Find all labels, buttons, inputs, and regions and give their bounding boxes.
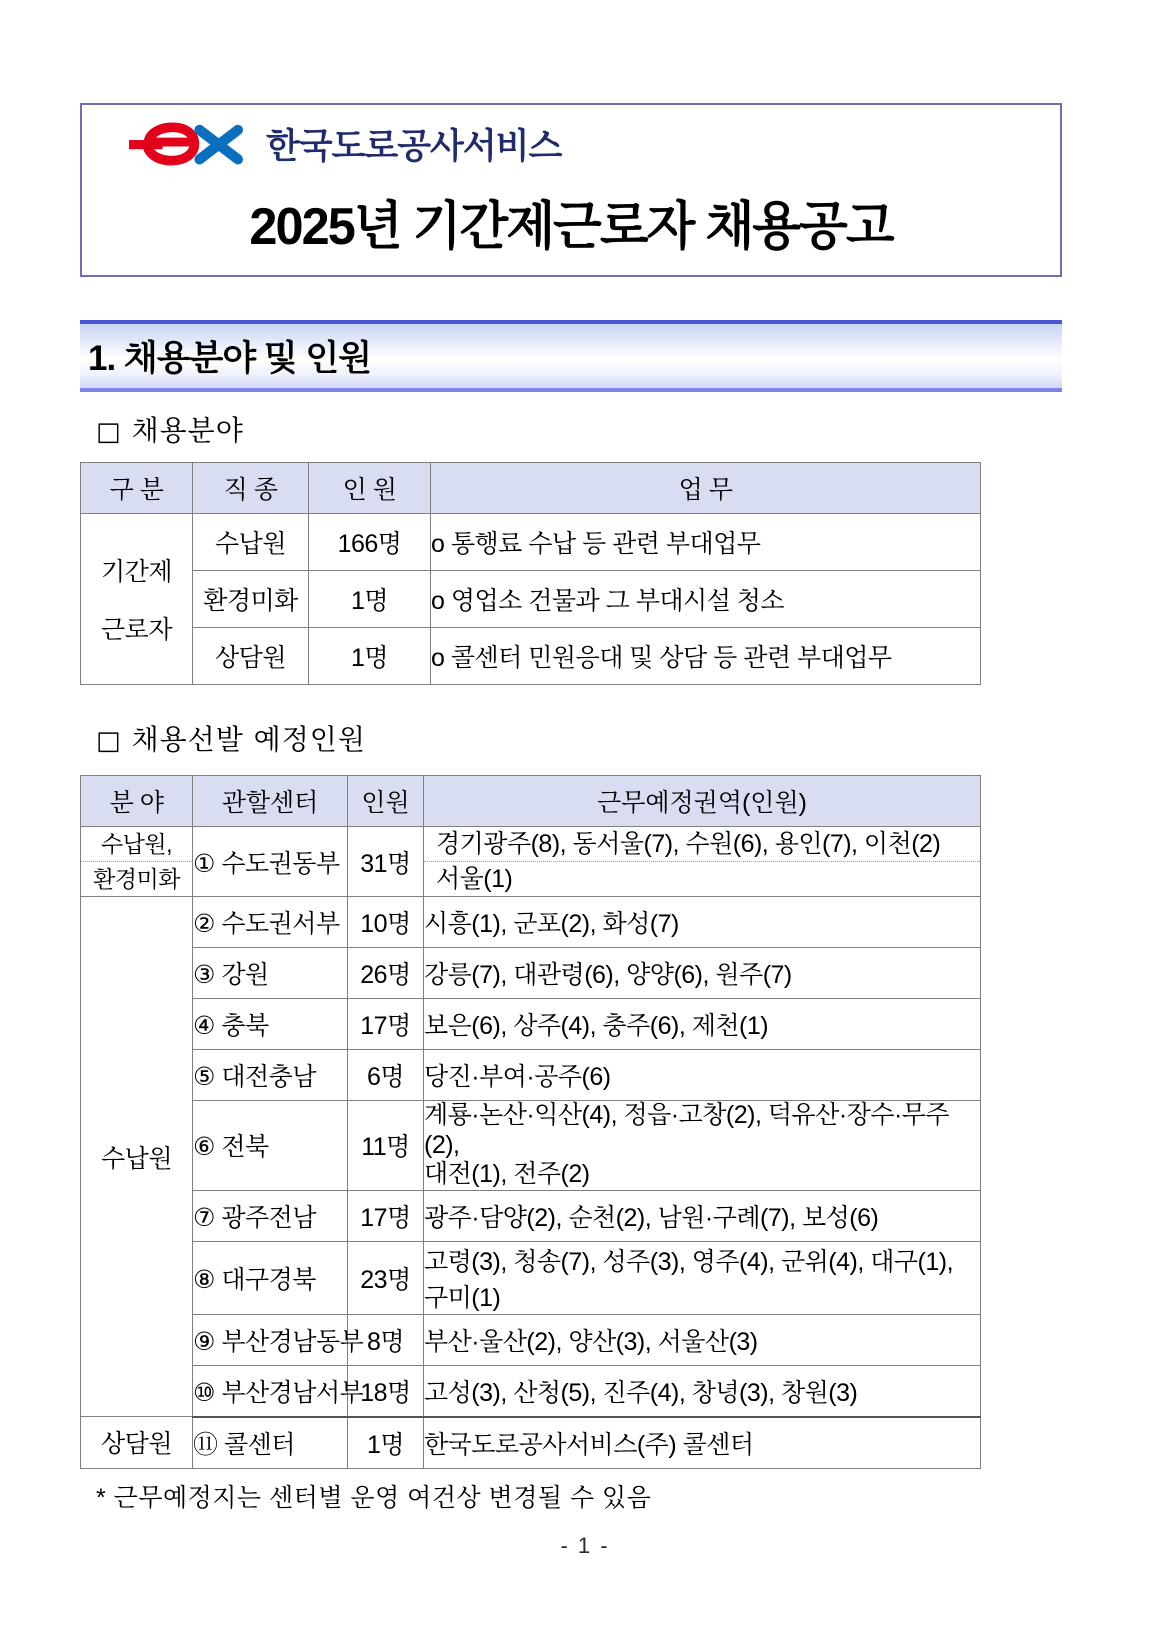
- center-name: ④ 충북: [193, 999, 348, 1050]
- center-count: 23명: [348, 1241, 424, 1314]
- region-list: [424, 1101, 981, 1191]
- col-header-region: 근무예정권역(인원): [424, 776, 981, 827]
- table-row: [81, 1101, 981, 1191]
- document-title: 2025년 기간제근로자 채용공고: [249, 198, 893, 256]
- center-count: 31명: [348, 827, 424, 897]
- region-line: 서울(1): [436, 865, 513, 893]
- area-label-top: 수납원,: [81, 827, 192, 862]
- table-row: [81, 1365, 981, 1417]
- table-row: [81, 1050, 981, 1101]
- job-count: 1명: [309, 628, 431, 685]
- job-name: 수납원: [193, 514, 309, 571]
- job-count: 1명: [309, 571, 431, 628]
- region-line: 경기광주(8), 동서울(7), 수원(6), 용인(7), 이천(2): [424, 827, 980, 862]
- job-duty: o 콜센터 민원응대 및 상담 등 관련 부대업무: [431, 628, 981, 685]
- checkbox-glyph-icon: □: [96, 417, 122, 447]
- subheading-fields-label: 채용분야: [131, 414, 244, 447]
- region-list: 고령(3), 청송(7), 성주(3), 영주(4), 군위(4), 대구(1), 구미(1): [424, 1241, 981, 1314]
- center-name: ⑧ 대구경북: [193, 1241, 348, 1314]
- table-row: [81, 1241, 981, 1314]
- center-count: 18명: [348, 1365, 424, 1417]
- table-row: [81, 628, 981, 685]
- center-count: 26명: [348, 948, 424, 999]
- center-name: ③ 강원: [193, 948, 348, 999]
- table-row: [81, 999, 981, 1050]
- center-count: 6명: [348, 1050, 424, 1101]
- region-list: 강릉(7), 대관령(6), 양양(6), 원주(7): [424, 948, 981, 999]
- job-count: 166명: [309, 514, 431, 571]
- area-split-cell: [81, 827, 193, 897]
- ex-logo-icon: [124, 120, 252, 168]
- table-row: [81, 1417, 981, 1469]
- table-row: [81, 514, 981, 571]
- job-name: 환경미화: [193, 571, 309, 628]
- table-header-row: [81, 463, 981, 514]
- checkbox-glyph-icon: □: [96, 726, 122, 756]
- table-row: [81, 948, 981, 999]
- table-header-row: [81, 776, 981, 827]
- region-list: 부산·울산(2), 양산(3), 서울산(3): [424, 1314, 981, 1365]
- region-list: 고성(3), 산청(5), 진주(4), 창녕(3), 창원(3): [424, 1365, 981, 1417]
- title-box: [80, 103, 1062, 277]
- table-row: [81, 1190, 981, 1241]
- col-header-area: 분 야: [81, 776, 193, 827]
- area-label-sunapwon: 수납원: [81, 897, 193, 1417]
- col-header-count: 인 원: [309, 463, 431, 514]
- table-row: [81, 571, 981, 628]
- area-label-bottom: 환경미화: [93, 866, 180, 892]
- center-count: 11명: [348, 1101, 424, 1191]
- center-count: 17명: [348, 999, 424, 1050]
- group-label-cell: [81, 514, 193, 685]
- table-row: [81, 1314, 981, 1365]
- center-name: ⑤ 대전충남: [193, 1050, 348, 1101]
- center-count: 17명: [348, 1190, 424, 1241]
- col-header-duty: 업 무: [431, 463, 981, 514]
- recruitment-fields-table: [80, 462, 981, 685]
- center-name: ⑦ 광주전남: [193, 1190, 348, 1241]
- area-label-counselor: 상담원: [81, 1417, 193, 1469]
- table-footnote: * 근무예정지는 센터별 운영 여건상 변경될 수 있음: [96, 1484, 652, 1512]
- region-list: 광주·담양(2), 순천(2), 남원·구례(7), 보성(6): [424, 1190, 981, 1241]
- logo-row: [124, 119, 561, 169]
- subheading-fields: [96, 409, 244, 449]
- col-header-job: 직 종: [193, 463, 309, 514]
- section-heading-band: [80, 320, 1062, 392]
- region-list: 당진·부여·공주(6): [424, 1050, 981, 1101]
- job-name: 상담원: [193, 628, 309, 685]
- center-name: ⑪ 콜센터: [193, 1417, 348, 1469]
- subheading-quota: [96, 718, 366, 758]
- subheading-quota-label: 채용선발 예정인원: [131, 723, 366, 756]
- table-row: [81, 897, 981, 948]
- center-name: ② 수도권서부: [193, 897, 348, 948]
- col-header-center: 관할센터: [193, 776, 348, 827]
- center-count: 10명: [348, 897, 424, 948]
- region-list: 시흥(1), 군포(2), 화성(7): [424, 897, 981, 948]
- region-line: 계룡·논산·익산(4), 정읍·고창(2), 덕유산·장수·무주(2),: [424, 1101, 950, 1159]
- center-name: ⑩ 부산경남서부: [193, 1365, 348, 1417]
- group-label-line1: 기간제: [101, 558, 172, 586]
- table-row: [81, 827, 981, 897]
- col-header-gubun: 구 분: [81, 463, 193, 514]
- group-label-line2: 근로자: [101, 616, 172, 644]
- center-name: ① 수도권동부: [193, 827, 348, 897]
- center-name: ⑥ 전북: [193, 1101, 348, 1191]
- region-line: 대전(1), 전주(2): [424, 1160, 590, 1188]
- center-count: 8명: [348, 1314, 424, 1365]
- region-list: 한국도로공사서비스(주) 콜센터: [424, 1417, 981, 1469]
- region-split-cell: [424, 827, 981, 897]
- job-duty: o 영업소 건물과 그 부대시설 청소: [431, 571, 981, 628]
- section-heading-text: 1. 채용분야 및 인원: [88, 339, 372, 378]
- region-list: 보은(6), 상주(4), 충주(6), 제천(1): [424, 999, 981, 1050]
- page-number: - 1 -: [560, 1533, 610, 1558]
- planned-selection-table: [80, 775, 981, 1469]
- col-header-count: 인원: [348, 776, 424, 827]
- center-count: 1명: [348, 1417, 424, 1469]
- organization-name: 한국도로공사서비스: [266, 127, 562, 166]
- job-duty: o 통행료 수납 등 관련 부대업무: [431, 514, 981, 571]
- center-name: ⑨ 부산경남동부: [193, 1314, 348, 1365]
